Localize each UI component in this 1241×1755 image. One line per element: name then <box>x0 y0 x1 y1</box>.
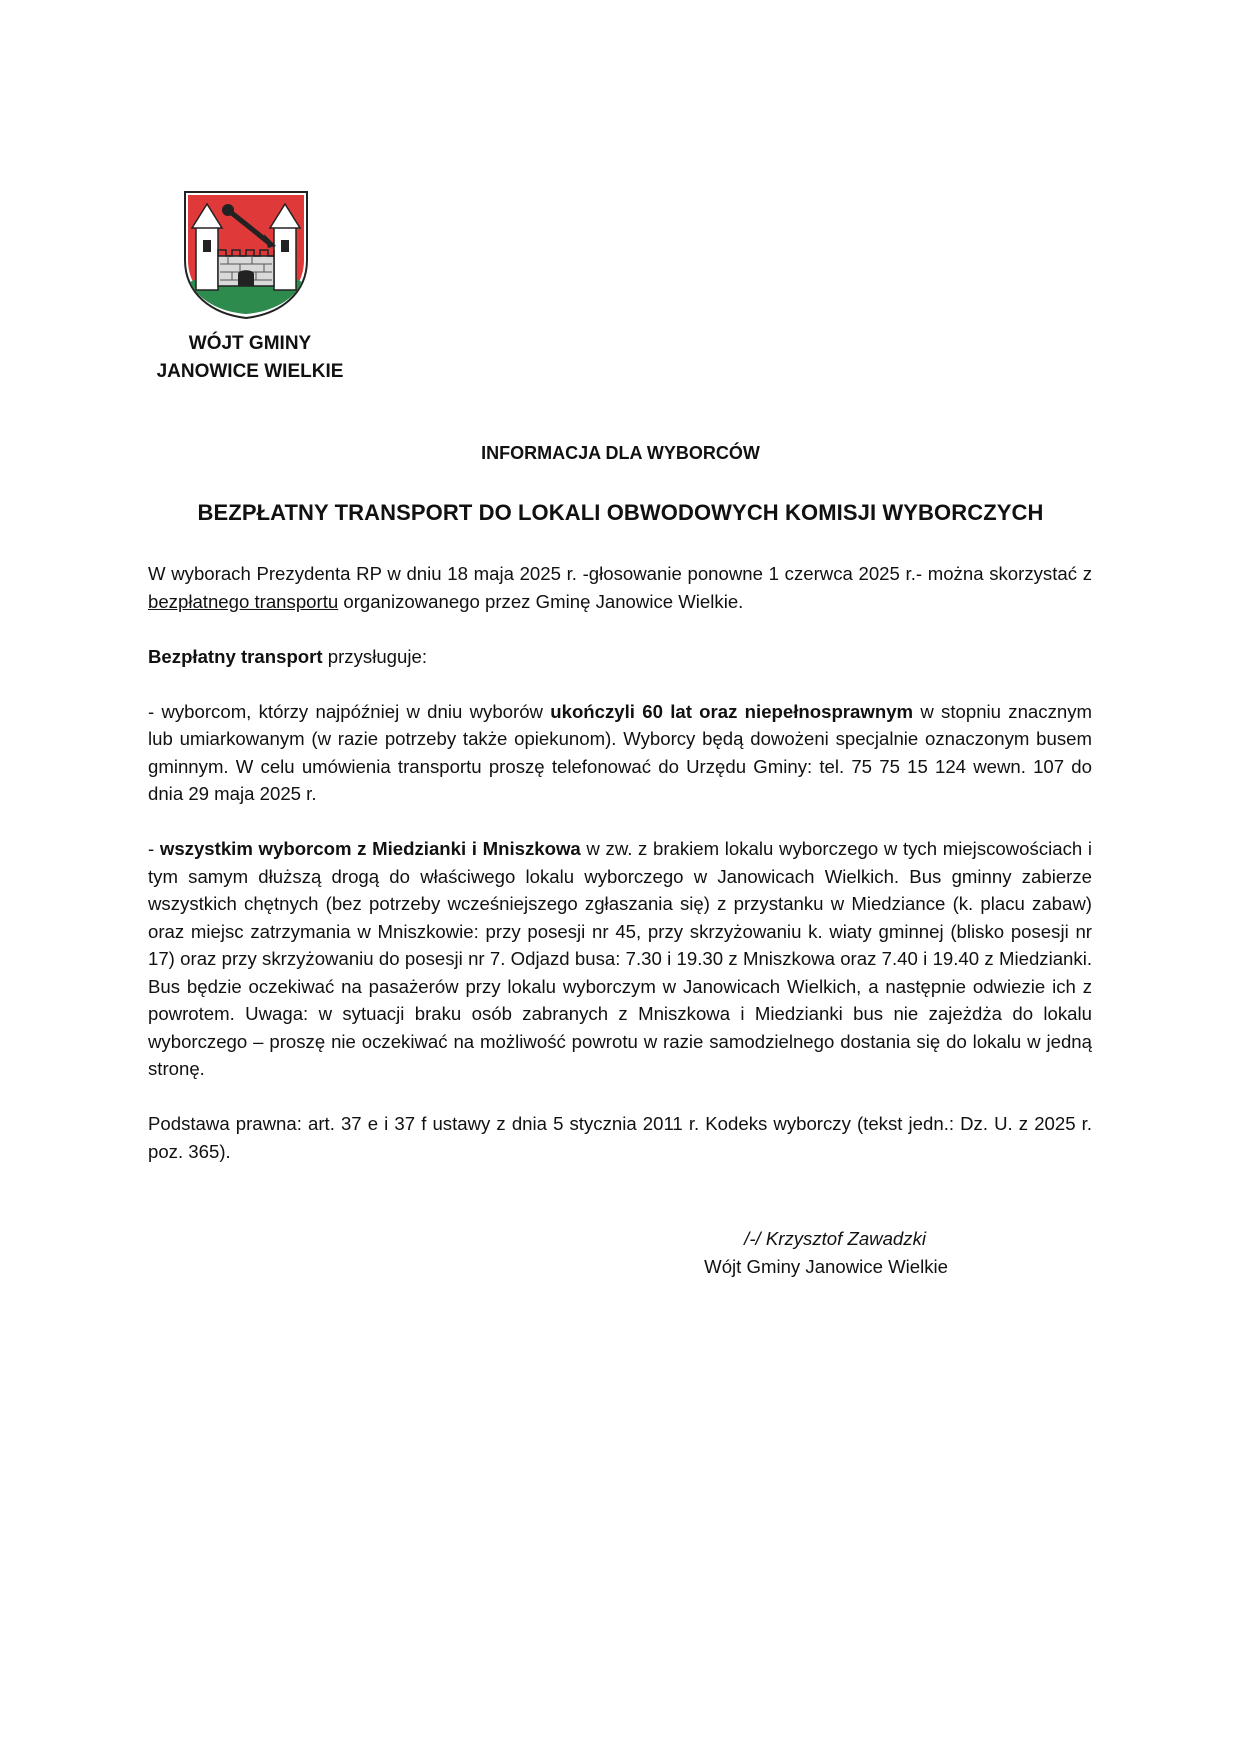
intro-paragraph <box>148 560 1092 615</box>
info-heading: INFORMACJA DLA WYBORCÓW <box>481 443 760 463</box>
intro-text-end: organizowanego przez Gminę Janowice Wielkie. <box>338 590 744 612</box>
intro-underlined-text: bezpłatnego transportu <box>148 590 339 612</box>
item2-text: - <box>148 838 160 859</box>
item-villages <box>148 835 1092 1083</box>
item1-bold: ukończyli 60 lat oraz niepełnosprawnym <box>550 700 914 722</box>
item2-text-end: w zw. z brakiem lokalu wyborczego w tych miejscowościach i tym samym dłuższą drogą do właściwego lokalu wyborczego w Janowicach Wielkich. Bus gminny zabierze wszystkich chętnych (bez potrzeby wcześniejszego zgłaszania się) z przystanku w Miedziance (k. placu zabaw) oraz miejsc zatrzymania w Mniszkowie: przy posesji nr 45, przy skrzyżowaniu k. wiaty gminnej (blisko posesji nr 17) oraz przy skrzyżowaniu do posesji nr 7. Odjazd busa: 7.30 i 19.30 z Mniszkowa oraz 7.40 i 19.40 z Miedzianki. Bus będzie oczekiwać na pasażerów przy lokalu wyborczym w Janowicach Wielkich, a następnie odwiezie ich z powrotem. Uwaga: w sytuacji braku osób zabranych z Mniszkowa i Miedzianki bus nie zajeżdża do lokalu wyborczego – proszę nie oczekiwać na możliwość powrotu w razie samodzielnego dostania się do lokalu w jedną stronę. <box>148 838 1093 1079</box>
issuer-line-2: JANOWICE WIELKIE <box>156 361 344 382</box>
signatory-role: Wójt Gminy Janowice Wielkie <box>704 1256 948 1277</box>
entitled-paragraph <box>148 643 1092 671</box>
entitled-bold: Bezpłatny transport <box>148 645 323 667</box>
coat-of-arms-icon <box>182 190 310 320</box>
signatory-name: /-/ Krzysztof Zawadzki <box>744 1228 926 1249</box>
item1-text-end: w stopniu znacznym lub umiarkowanym (w razie potrzeby także opiekunom). Wyborcy będą dowożeni specjalnie oznaczonym busem gminnym. W celu umówienia transportu proszę telefonować do Urzędu Gminy: tel. 75 75 15 124 wewn. 107 do dnia 29 maja 2025 r. <box>148 700 1092 804</box>
main-heading: BEZPŁATNY TRANSPORT DO LOKALI OBWODOWYCH KOMISJI WYBORCZYCH <box>197 500 1044 525</box>
item2-bold: wszystkim wyborcom z Miedzianki i Mniszkowa <box>159 838 581 859</box>
entitled-text: przysługuje: <box>322 645 427 667</box>
document-body <box>148 560 1092 1165</box>
item-seniors-disabled <box>148 698 1092 808</box>
legal-basis-paragraph: Podstawa prawna: art. 37 e i 37 f ustawy z dnia 5 stycznia 2011 r. Kodeks wyborczy (tekst jedn.: Dz. U. z 2025 r. poz. 365). <box>148 1113 1092 1162</box>
issuer-line-1: WÓJT GMINY <box>188 333 312 354</box>
issuer-block <box>130 330 370 386</box>
item1-text: - wyborcom, którzy najpóźniej w dniu wyborów <box>148 700 551 722</box>
intro-text: W wyborach Prezydenta RP w dniu 18 maja 2025 r. -głosowanie ponowne 1 czerwca 2025 r.- można skorzystać z <box>148 563 1092 584</box>
signature-block <box>600 1225 1040 1281</box>
